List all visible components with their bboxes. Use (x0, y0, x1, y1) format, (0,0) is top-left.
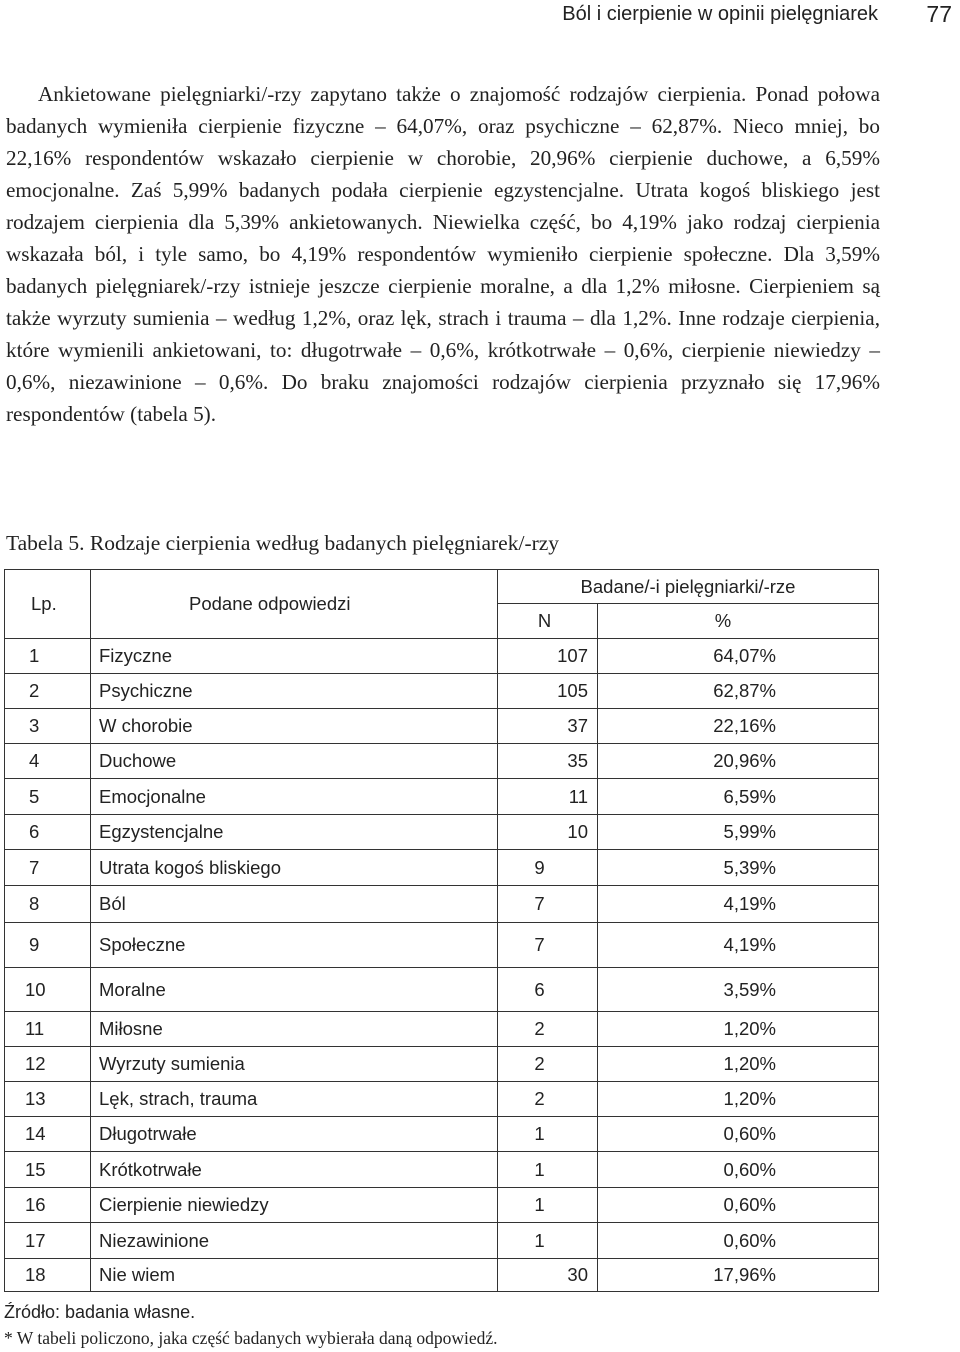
row-n: 2 (498, 1047, 598, 1082)
row-lp: 11 (5, 1012, 91, 1047)
row-answer: Miłosne (91, 1012, 498, 1047)
row-lp: 14 (5, 1117, 91, 1152)
table-row (5, 886, 879, 923)
row-n: 6 (498, 968, 598, 1012)
header-pct: % (598, 604, 879, 639)
row-answer: W chorobie (91, 709, 498, 744)
table-row (5, 1012, 879, 1047)
table-body (5, 639, 879, 1292)
row-n: 2 (498, 1012, 598, 1047)
row-lp: 5 (5, 779, 91, 815)
row-answer: Moralne (91, 968, 498, 1012)
table-row (5, 1117, 879, 1152)
row-lp: 10 (5, 968, 91, 1012)
table-row (5, 850, 879, 886)
row-pct: 1,20% (598, 1012, 879, 1047)
table-row (5, 779, 879, 815)
row-answer: Społeczne (91, 923, 498, 968)
row-lp: 6 (5, 815, 91, 850)
row-lp: 1 (5, 639, 91, 674)
table-row (5, 1259, 879, 1292)
row-pct: 17,96% (598, 1259, 879, 1292)
header-n: N (498, 604, 598, 639)
row-n: 107 (498, 639, 598, 674)
row-pct: 4,19% (598, 886, 879, 923)
row-pct: 22,16% (598, 709, 879, 744)
row-answer: Krótkotrwałe (91, 1152, 498, 1188)
header-group: Badane/-i pielęgniarki/-rze (498, 570, 879, 604)
row-answer: Psychiczne (91, 674, 498, 709)
row-answer: Egzystencjalne (91, 815, 498, 850)
row-n: 7 (498, 886, 598, 923)
table-row (5, 709, 879, 744)
row-lp: 15 (5, 1152, 91, 1188)
row-lp: 12 (5, 1047, 91, 1082)
row-answer: Lęk, strach, trauma (91, 1082, 498, 1117)
row-pct: 0,60% (598, 1152, 879, 1188)
row-lp: 3 (5, 709, 91, 744)
footnote: * W tabeli policzono, jaka część badanych wybierała daną odpowiedź. (4, 1328, 498, 1348)
row-n: 2 (498, 1082, 598, 1117)
row-n: 30 (498, 1259, 598, 1292)
row-lp: 18 (5, 1259, 91, 1292)
row-lp: 9 (5, 923, 91, 968)
row-n: 1 (498, 1117, 598, 1152)
row-lp: 2 (5, 674, 91, 709)
row-answer: Emocjonalne (91, 779, 498, 815)
row-lp: 13 (5, 1082, 91, 1117)
table-row (5, 1223, 879, 1259)
row-n: 1 (498, 1223, 598, 1259)
row-n: 1 (498, 1152, 598, 1188)
row-n: 9 (498, 850, 598, 886)
row-lp: 16 (5, 1188, 91, 1223)
header-answers: Podane odpowiedzi (91, 570, 498, 639)
row-pct: 4,19% (598, 923, 879, 968)
row-lp: 7 (5, 850, 91, 886)
row-answer: Utrata kogoś bliskiego (91, 850, 498, 886)
row-pct: 0,60% (598, 1188, 879, 1223)
row-pct: 3,59% (598, 968, 879, 1012)
row-n: 10 (498, 815, 598, 850)
row-pct: 1,20% (598, 1047, 879, 1082)
row-lp: 17 (5, 1223, 91, 1259)
row-n: 1 (498, 1188, 598, 1223)
row-pct: 64,07% (598, 639, 879, 674)
row-pct: 0,60% (598, 1223, 879, 1259)
row-lp: 4 (5, 744, 91, 779)
table-row (5, 674, 879, 709)
table-row (5, 923, 879, 968)
row-pct: 5,99% (598, 815, 879, 850)
row-answer: Nie wiem (91, 1259, 498, 1292)
table-caption: Tabela 5. Rodzaje cierpienia według badanych pielęgniarek/-rzy (6, 531, 560, 555)
row-n: 11 (498, 779, 598, 815)
row-pct: 6,59% (598, 779, 879, 815)
row-n: 105 (498, 674, 598, 709)
row-answer: Długotrwałe (91, 1117, 498, 1152)
running-header (0, 0, 960, 30)
page-number: 77 (926, 1, 952, 27)
row-pct: 1,20% (598, 1082, 879, 1117)
row-n: 37 (498, 709, 598, 744)
row-n: 35 (498, 744, 598, 779)
table-row (5, 1152, 879, 1188)
row-lp: 8 (5, 886, 91, 923)
row-answer: Ból (91, 886, 498, 923)
table-row (5, 1188, 879, 1223)
row-answer: Cierpienie niewiedzy (91, 1188, 498, 1223)
body-paragraph: Ankietowane pielęgniarki/-rzy zapytano także o znajomość rodzajów cierpienia. Ponad połowa badanych wymieniła cierpienie fizyczne – 64,07%, oraz psychiczne – 62,87%. Nieco mniej, bo 22,16% respondentów wskazało cierpienie w chorobie, 20,96% cierpienie duchowe, a 6,59% emocjonalne. Zaś 5,99% badanych podała cierpienie egzystencjalne. Utrata kogoś bliskiego jest rodzajem cierpienia dla 5,39% ankietowanych. Niewielka część, bo 4,19% jako rodzaj cierpienia wskazała ból, i tyle samo, bo 4,19% respondentów wymieniło cierpienie społeczne. Dla 3,59% badanych pielęgniarek/-rzy istnieje jeszcze cierpienie moralne, a dla 1,2% miłosne. Cierpieniem są także wyrzuty sumienia – według 1,2%, oraz lęk, strach i trauma – dla 1,2%. Inne rodzaje cierpienia, które wymienili ankietowani, to: długotrwałe – 0,6%, krótkotrwałe – 0,6%, cierpienie niewiedzy – 0,6%, niezawinione – 0,6%. Do braku znajomości rodzajów cierpienia przyznało się 17,96% respondentów (tabela 5). (6, 82, 880, 426)
row-pct: 0,60% (598, 1117, 879, 1152)
table-row (5, 1047, 879, 1082)
row-pct: 20,96% (598, 744, 879, 779)
table-row (5, 1082, 879, 1117)
running-title: Ból i cierpienie w opinii pielęgniarek (562, 3, 878, 25)
header-lp: Lp. (5, 570, 91, 639)
table-row (5, 744, 879, 779)
row-pct: 5,39% (598, 850, 879, 886)
suffering-types-table (4, 569, 879, 1292)
row-answer: Wyrzuty sumienia (91, 1047, 498, 1082)
row-answer: Fizyczne (91, 639, 498, 674)
table-row (5, 968, 879, 1012)
table-row (5, 815, 879, 850)
row-answer: Niezawinione (91, 1223, 498, 1259)
row-answer: Duchowe (91, 744, 498, 779)
table-row (5, 639, 879, 674)
source-note: Źródło: badania własne. (4, 1302, 196, 1322)
row-n: 7 (498, 923, 598, 968)
row-pct: 62,87% (598, 674, 879, 709)
